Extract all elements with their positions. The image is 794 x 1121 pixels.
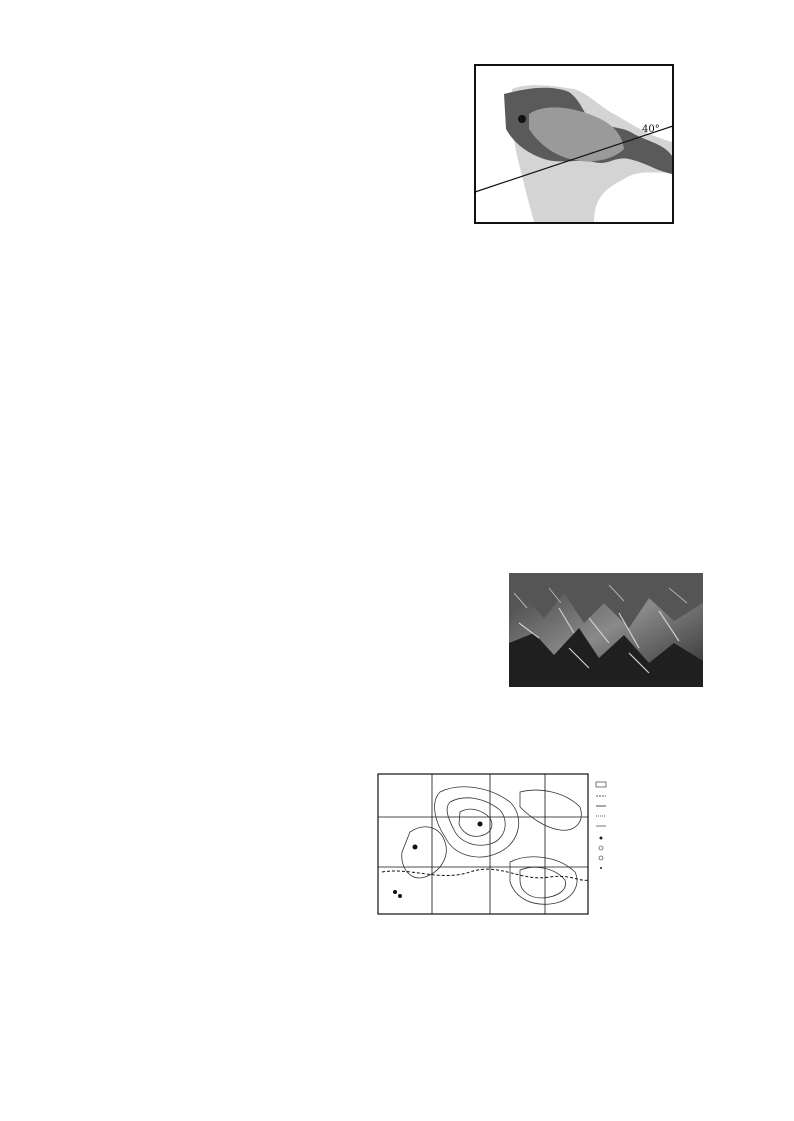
top-map-figure: [474, 40, 674, 224]
map-legend: [596, 782, 606, 869]
bottom-map-figure: [370, 752, 670, 922]
terrain-photo: [509, 573, 703, 687]
bottom-map: [370, 772, 670, 922]
top-map: [474, 64, 674, 224]
latitude-label: 40°: [642, 124, 660, 135]
